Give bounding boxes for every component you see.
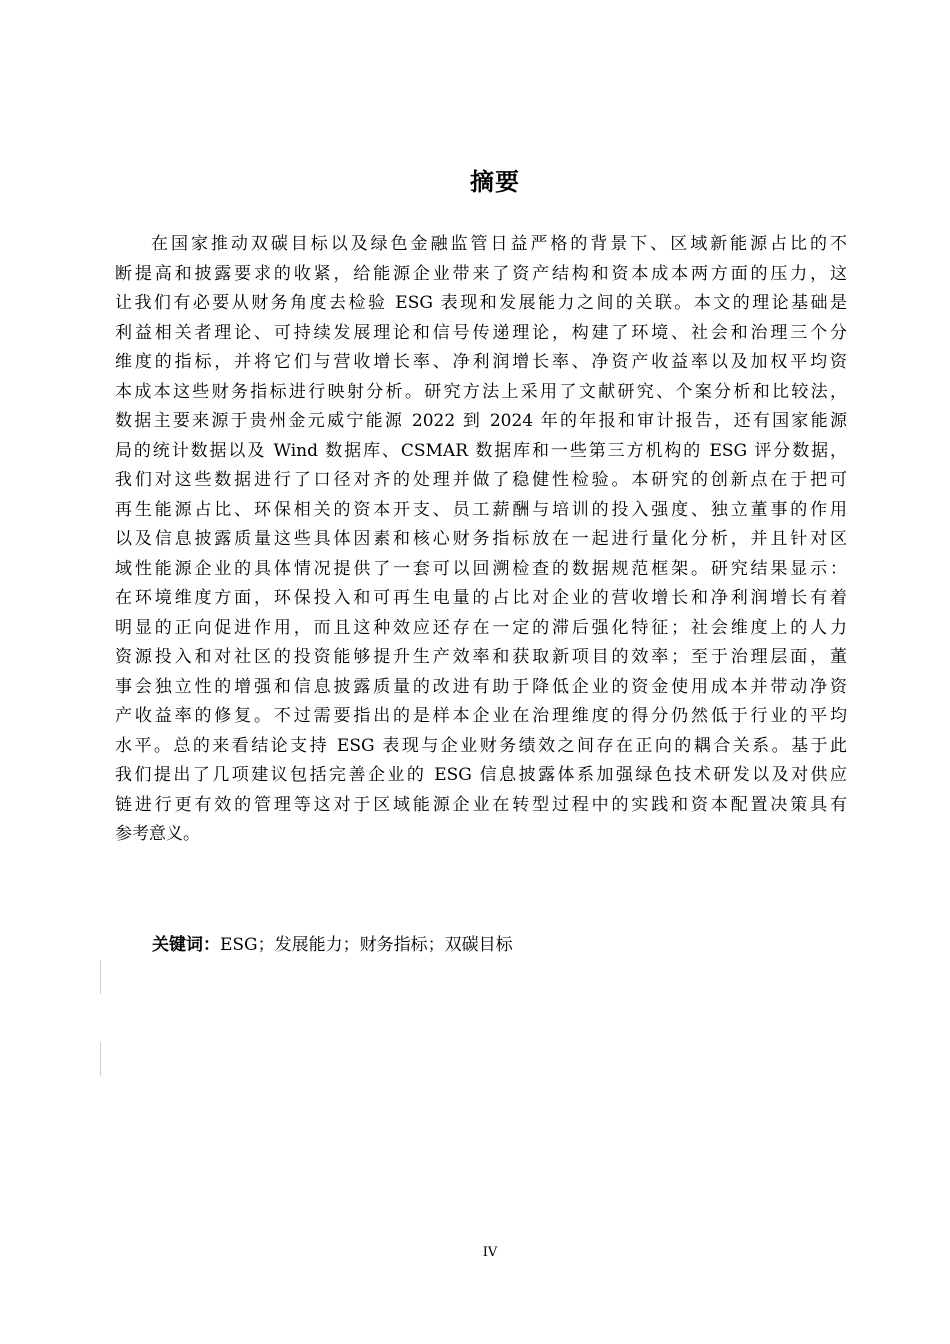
- abstract-line: 参考意义。: [115, 824, 200, 844]
- abstract-line: 以及信息披露质量这些具体因素和核心财务指标放在一起进行量化分析，并且针对区: [115, 529, 847, 549]
- margin-marker: [100, 1042, 101, 1076]
- abstract-line: 维度的指标，并将它们与营收增长率、净利润增长率、净资产收益率以及加权平均资: [115, 352, 847, 372]
- page-title: 摘要: [470, 168, 520, 196]
- abstract-line: 水平。总的来看结论支持 ESG 表现与企业财务绩效之间存在正向的耦合关系。基于此: [115, 735, 847, 756]
- keywords-label: 关键词：: [152, 935, 220, 955]
- abstract-line: 事会独立性的增强和信息披露质量的改进有助于降低企业的资金使用成本并带动净资: [115, 676, 847, 697]
- abstract-line: 再生能源占比、环保相关的资本开支、员工薪酬与培训的投入强度、独立董事的作用: [115, 499, 847, 520]
- abstract-line: 数据主要来源于贵州金元威宁能源 2022 到 2024 年的年报和审计报告，还有国家能源: [115, 411, 847, 431]
- keywords-paragraph: [152, 931, 513, 960]
- abstract-line: 我们提出了几项建议包括完善企业的 ESG 信息披露体系加强绿色技术研发以及对供应: [115, 765, 847, 785]
- page-number: IV: [482, 1245, 498, 1260]
- keywords-list: ESG；发展能力；财务指标；双碳目标: [220, 935, 513, 955]
- abstract-line: 局的统计数据以及 Wind 数据库、CSMAR 数据库和一些第三方机构的 ESG 评分数据，: [115, 440, 847, 461]
- abstract-line: 产收益率的修复。不过需要指出的是样本企业在治理维度的得分仍然低于行业的平均: [115, 706, 847, 726]
- margin-marker: [100, 960, 101, 994]
- abstract-body: [115, 230, 847, 850]
- abstract-line: 在环境维度方面，环保投入和可再生电量的占比对企业的营收增长和净利润增长有着: [115, 588, 847, 608]
- abstract-line: 我们对这些数据进行了口径对齐的处理并做了稳健性检验。本研究的创新点在于把可: [115, 470, 847, 490]
- abstract-line: 在国家推动双碳目标以及绿色金融监管日益严格的背景下、区域新能源占比的不: [151, 234, 847, 254]
- abstract-line: 资源投入和对社区的投资能够提升生产效率和获取新项目的效率；至于治理层面，董: [115, 647, 847, 667]
- abstract-line: 利益相关者理论、可持续发展理论和信号传递理论，构建了环境、社会和治理三个分: [115, 322, 847, 343]
- abstract-line: 本成本这些财务指标进行映射分析。研究方法上采用了文献研究、个案分析和比较法，: [115, 381, 847, 402]
- abstract-line: 断提高和披露要求的收紧，给能源企业带来了资产结构和资本成本两方面的压力，这: [115, 263, 847, 284]
- abstract-line: 链进行更有效的管理等这对于区域能源企业在转型过程中的实践和资本配置决策具有: [115, 794, 847, 815]
- abstract-line: 域性能源企业的具体情况提供了一套可以回溯检查的数据规范框架。研究结果显示：: [115, 558, 847, 579]
- abstract-line: 让我们有必要从财务角度去检验 ESG 表现和发展能力之间的关联。本文的理论基础是: [115, 293, 847, 313]
- abstract-line: 明显的正向促进作用，而且这种效应还存在一定的滞后强化特征；社会维度上的人力: [115, 617, 847, 638]
